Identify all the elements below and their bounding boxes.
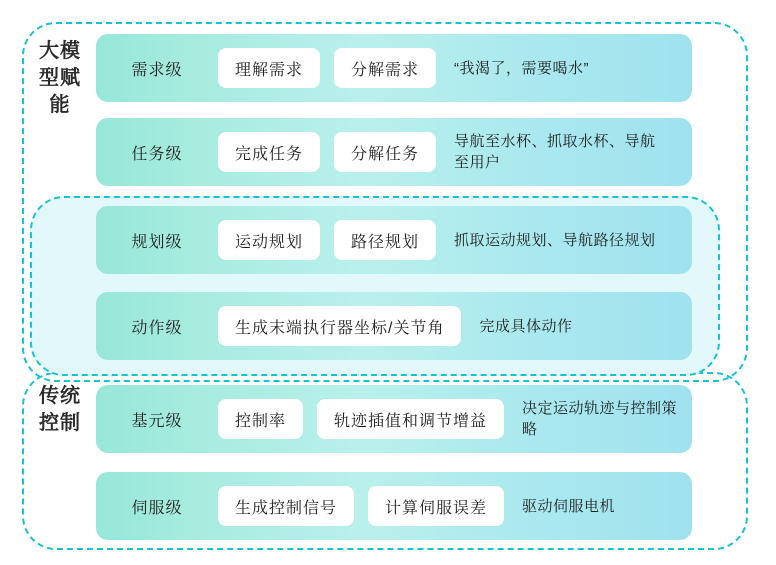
row-chip[interactable]: 运动规划: [218, 220, 320, 260]
row-chip[interactable]: 分解任务: [334, 132, 436, 172]
diagram-row-task: [96, 118, 692, 186]
row-chip[interactable]: 轨迹插值和调节增益: [317, 399, 504, 439]
diagram-row-servo: [96, 472, 692, 540]
row-title: 伺服级: [131, 499, 183, 517]
row-chip[interactable]: 计算伺服误差: [368, 486, 504, 526]
group-label-traditional: 传统控制: [39, 385, 81, 434]
diagram-row-requirement: [96, 34, 692, 102]
diagram-row-planning: [96, 206, 692, 274]
row-description: 导航至水杯、抓取水杯、导航至用户: [454, 133, 656, 171]
row-chip[interactable]: 路径规划: [334, 220, 436, 260]
row-title: 需求级: [131, 61, 183, 79]
row-description: “我渴了，需要喝水”: [454, 59, 590, 77]
row-chip[interactable]: 分解需求: [334, 48, 436, 88]
row-chip[interactable]: 理解需求: [218, 48, 320, 88]
row-title: 动作级: [131, 319, 183, 337]
row-chip[interactable]: 控制率: [218, 399, 303, 439]
row-chip[interactable]: 完成任务: [218, 132, 320, 172]
row-chip[interactable]: 生成末端执行器坐标/关节角: [218, 306, 461, 346]
row-description: 抓取运动规划、导航路径规划: [454, 231, 656, 249]
row-title: 任务级: [131, 145, 183, 163]
row-title: 基元级: [131, 412, 183, 430]
row-chip[interactable]: 生成控制信号: [218, 486, 354, 526]
row-title: 规划级: [131, 233, 183, 251]
diagram-row-action: [96, 292, 692, 360]
row-description: 完成具体动作: [479, 317, 573, 335]
group-label-llm: 大模型赋能: [39, 40, 81, 116]
row-description: 决定运动轨迹与控制策略: [522, 400, 678, 438]
diagram-row-primitive: [96, 385, 692, 453]
row-description: 驱动伺服电机: [522, 497, 616, 515]
